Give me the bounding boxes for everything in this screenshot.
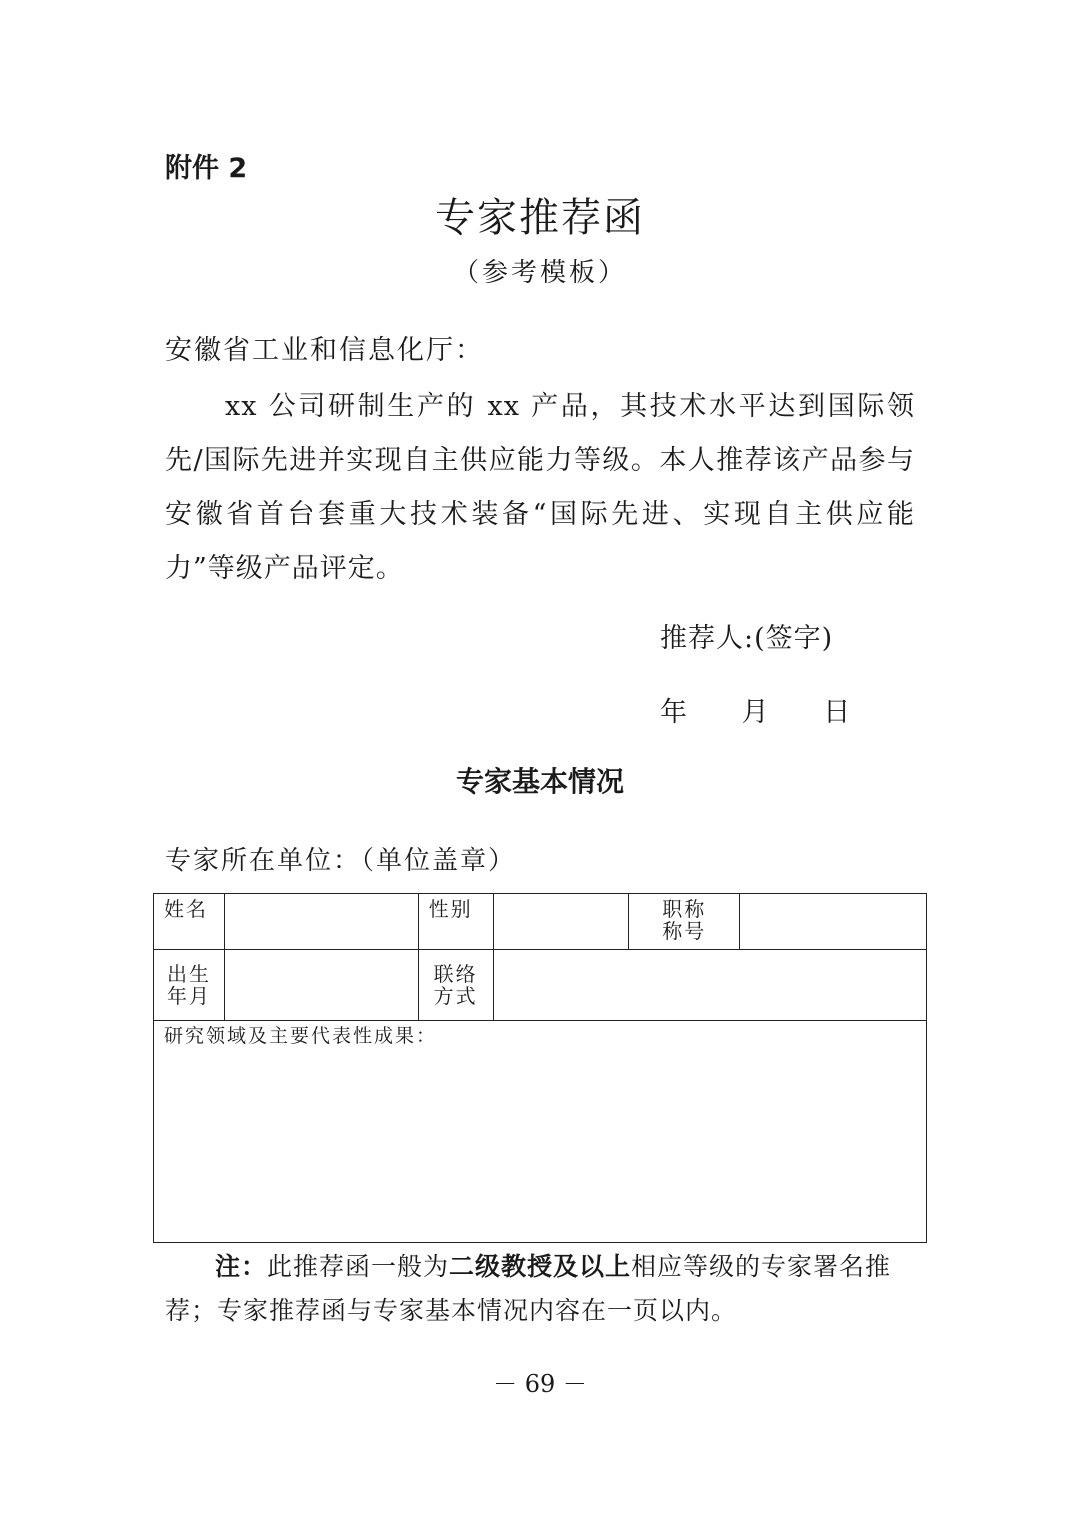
contact-label-line2: 方式: [433, 984, 478, 1008]
section-title: 专家基本情况: [455, 765, 624, 798]
note-emphasis: 二级教授及以上: [449, 1252, 632, 1281]
signature-date: [660, 690, 896, 729]
date-day: 日: [823, 697, 851, 728]
footnote: [165, 1245, 915, 1333]
body-text: xx 公司研制生产的 xx 产品，其技术水平达到国际领先/国际先进并实现自主供应能力等级。本人推荐该产品参与安徽省首台套重大技术装备“国际先进、实现自主供应能力”等级产品评定。: [165, 391, 915, 584]
note-part2: 相应等级的专家署名推荐；专家推荐函与专家基本情况内容在一页以内。: [165, 1252, 892, 1325]
gender-label: 性别: [418, 894, 493, 950]
name-label: 姓名: [154, 894, 225, 950]
signature-label: 推荐人:(签字): [660, 623, 834, 654]
birth-label-line2: 年月: [166, 984, 211, 1008]
birth-label-line1: 出生: [166, 962, 211, 986]
birth-label: [154, 950, 225, 1021]
gender-value[interactable]: [493, 894, 629, 950]
table-row: [154, 950, 927, 1021]
attachment-label: 附件 2: [165, 153, 248, 184]
contact-value[interactable]: [493, 950, 926, 1021]
research-field[interactable]: [154, 1021, 927, 1243]
note-part1: 此推荐函一般为: [267, 1252, 450, 1281]
page-title: 专家推荐函: [435, 195, 645, 241]
contact-label: [418, 950, 493, 1021]
title-label: [629, 894, 740, 950]
body-paragraph: [165, 380, 915, 596]
table-row: [154, 1021, 927, 1243]
salutation: 安徽省工业和信息化厅：: [165, 335, 484, 366]
page-subtitle: （参考模板）: [452, 258, 627, 288]
date-year: 年: [660, 697, 687, 728]
table-row: [154, 894, 927, 950]
name-value[interactable]: [224, 894, 418, 950]
title-label-line1: 职称: [662, 897, 707, 921]
page-number: － 69 －: [493, 1370, 587, 1398]
title-value[interactable]: [740, 894, 927, 950]
title-label-line2: 称号: [662, 919, 707, 943]
expert-info-table: [153, 893, 927, 1243]
note-prefix: 注：: [215, 1252, 268, 1281]
contact-label-line1: 联络: [433, 962, 478, 986]
research-label: 研究领域及主要代表性成果：: [164, 1025, 438, 1047]
unit-label: 专家所在单位：（单位盖章）: [165, 846, 517, 876]
footnote-text: [165, 1245, 915, 1333]
date-month: 月: [741, 697, 769, 728]
birth-value[interactable]: [224, 950, 418, 1021]
